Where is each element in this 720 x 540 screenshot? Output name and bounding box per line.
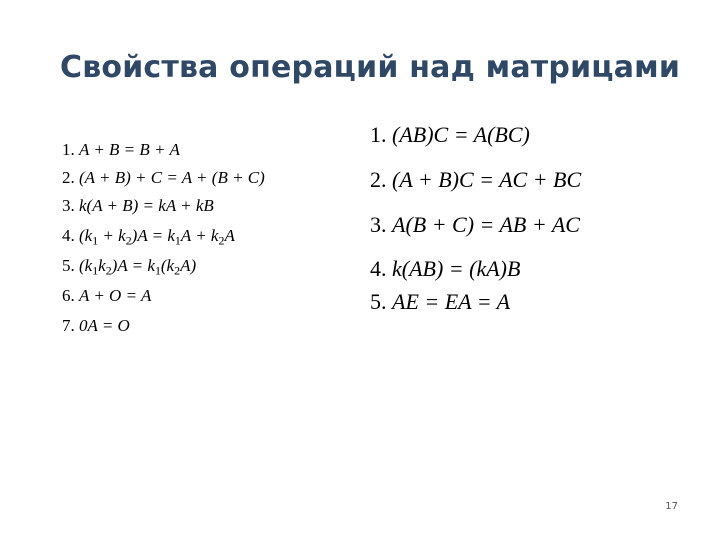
property-item bbox=[370, 256, 520, 282]
slide-title: Свойства операций над матрицами bbox=[60, 50, 681, 85]
property-formula: A + B = B + A bbox=[79, 140, 180, 159]
property-number: 5. bbox=[62, 256, 75, 275]
page-number: 17 bbox=[665, 501, 678, 512]
property-formula: k(A + B) = kA + kB bbox=[79, 196, 214, 215]
property-number: 6. bbox=[62, 286, 75, 305]
property-formula: (AB)C = A(BC) bbox=[392, 122, 530, 147]
property-formula: $(k_1k_2)A = k_1(k_2A)$ bbox=[79, 256, 197, 278]
property-item bbox=[370, 289, 510, 315]
property-number: 2. bbox=[62, 168, 75, 187]
property-number: 1. bbox=[370, 122, 387, 147]
property-number: 3. bbox=[370, 212, 387, 237]
property-item bbox=[370, 122, 530, 148]
property-item bbox=[370, 167, 581, 193]
property-number: 2. bbox=[370, 167, 387, 192]
property-formula: A(B + C) = AB + AC bbox=[392, 212, 580, 237]
property-number: 4. bbox=[62, 226, 75, 245]
property-item bbox=[370, 212, 580, 238]
property-formula: $(k_1 + k_2)A = k_1A + k_2A$ bbox=[79, 226, 235, 248]
property-item bbox=[62, 196, 214, 216]
property-item bbox=[62, 256, 196, 276]
property-number: 1. bbox=[62, 140, 75, 159]
property-formula: (A + B)C = AC + BC bbox=[392, 167, 582, 192]
property-formula: A + O = A bbox=[79, 286, 152, 305]
property-item bbox=[62, 316, 130, 336]
property-item bbox=[62, 286, 151, 306]
property-number: 4. bbox=[370, 256, 387, 281]
property-formula: (A + B) + C = A + (B + C) bbox=[79, 168, 265, 187]
property-number: 5. bbox=[370, 289, 387, 314]
property-formula: k(AB) = (kA)B bbox=[392, 256, 521, 281]
property-number: 3. bbox=[62, 196, 75, 215]
property-formula: 0A = O bbox=[79, 316, 130, 335]
property-item bbox=[62, 226, 235, 246]
property-item bbox=[62, 168, 265, 188]
property-number: 7. bbox=[62, 316, 75, 335]
property-formula: AE = EA = A bbox=[392, 289, 511, 314]
property-item bbox=[62, 140, 180, 160]
